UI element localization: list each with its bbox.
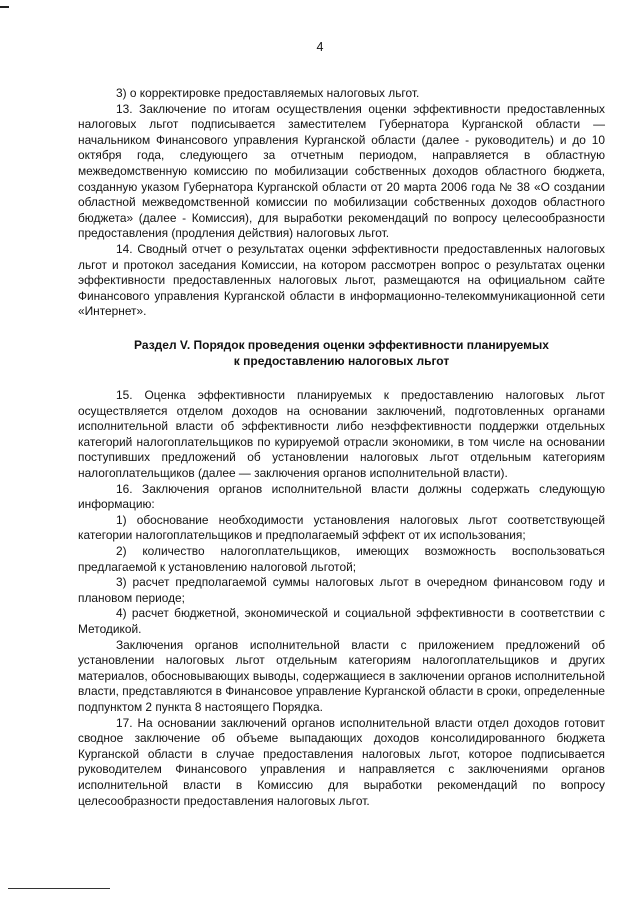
paragraph-17: 17. На основании заключений органов исполнительной власти отдел доходов готовит сводное заключение об объеме выпадающих доходов консолидированного бюджета Курганской области в случае предоставления налоговых льгот, которое подписывается руководителем Финансового управления и направляется с заключениями органов исполнительной власти в Комиссию для выработки рекомендаций по вопросу целесообразности предоставления налоговых льгот. xyxy=(78,715,605,808)
page-number: 4 xyxy=(316,40,324,54)
paragraph-subitem-3: 3) о корректировке предоставляемых налоговых льгот. xyxy=(116,86,420,100)
paragraph-13: 13. Заключение по итогам осуществления оценки эффективности предоставленных налоговых льгот подписывается заместителем Губернатора Курганской области — начальником Финансового управления Курганской области (далее - руководитель) и до 10 октября года, следующего за отчетным периодом, направляется в областную межведомственную комиссию по мобилизации собственных доходов областного бюджета, созданную указом Губернатора Курганской области от 20 марта 2006 года № 38 «О создании областной межведомственной комиссии по мобилизации собственных доходов областного бюджета» (далее - Комиссия), для выработки рекомендаций по вопросу целесообразности предоставления (продления действия) налоговых льгот. xyxy=(78,101,605,241)
section-heading-line-2: к предоставлению налоговых льгот xyxy=(233,353,450,368)
footnote-separator xyxy=(8,888,110,889)
paragraph-15: 15. Оценка эффективности планируемых к предоставлению налоговых льгот осуществляется отделом доходов на основании заключений, подготовленных органами исполнительной власти об эффективности либо неэффективности поддержки отдельных категорий налогоплательщиков по курируемой отрасли экономики, в том числе на основании поступивших предложений об установлении налоговых льгот отдельным категориям налогоплательщиков (далее — заключения органов исполнительной власти). xyxy=(78,388,605,481)
scan-edge-mark xyxy=(0,6,9,8)
paragraph-14: 14. Сводный отчет о результатах оценки эффективности предоставленных налоговых льгот и протокол заседания Комиссии, на котором рассмотрен вопрос о результатах оценки эффективности предоставленных налоговых льгот, размещаются на официальном сайте Финансового управления Курганской области в информационно-телекоммуникационной сети «Интернет». xyxy=(78,241,605,319)
document-body xyxy=(78,86,605,809)
list-item-3: 3) расчет предполагаемой суммы налоговых льгот в очередном финансовом году и плановом периоде; xyxy=(78,575,605,605)
section-heading xyxy=(78,338,605,369)
list-item-1: 1) обоснование необходимости установления налоговых льгот соответствующей категории налогоплательщиков и предполагаемый эффект от их использования; xyxy=(78,512,605,543)
list-item-2: 2) количество налогоплательщиков, имеющих возможность воспользоваться предлагаемой к установлению налоговой льготой; xyxy=(78,544,605,574)
paragraph-conclusions: Заключения органов исполнительной власти с приложением предложений об установлении налоговых льгот отдельным категориям налогоплательщиков и других материалов, обосновывающих выводы, содержащиеся в заключении органов исполнительной власти, представляются в Финансовое управление Курганской области в сроки, определенные подпунктом 2 пункта 8 настоящего Порядка. xyxy=(78,637,605,714)
list-item-4: 4) расчет бюджетной, экономической и социальной эффективности в соответствии с Методикой. xyxy=(78,606,605,636)
paragraph-16: 16. Заключения органов исполнительной власти должны содержать следующую информацию: xyxy=(78,481,605,512)
section-heading-line-1: Раздел V. Порядок проведения оценки эффективности планируемых xyxy=(134,337,549,352)
